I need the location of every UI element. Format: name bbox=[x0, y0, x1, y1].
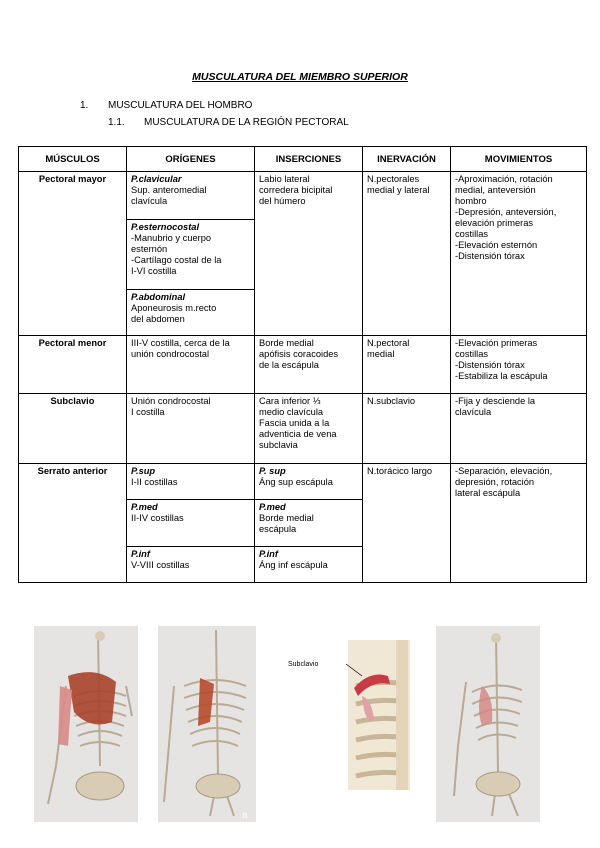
origin-line: V-VIII costillas bbox=[131, 560, 190, 570]
figure-pectoral-mayor bbox=[34, 626, 138, 822]
insertion-line: medio clavícula bbox=[259, 407, 324, 417]
innervation-line: N.subclavio bbox=[367, 396, 416, 406]
insertion-cell bbox=[255, 336, 363, 394]
muscle-name: Subclavio bbox=[19, 394, 127, 464]
insertion-line: Áng inf escápula bbox=[259, 560, 328, 570]
origin-cell bbox=[127, 290, 255, 336]
origin-cell bbox=[127, 394, 255, 464]
origin-head: P.abdominal bbox=[131, 292, 186, 302]
origin-line: unión condrocostal bbox=[131, 349, 210, 359]
origin-cell bbox=[127, 172, 255, 220]
movement-line: costillas bbox=[455, 349, 489, 359]
origin-cell bbox=[127, 547, 255, 583]
origin-line: I costilla bbox=[131, 407, 165, 417]
movement-line: -Separación, elevación, bbox=[455, 466, 553, 476]
origin-line: esternón bbox=[131, 244, 168, 254]
innervation-cell bbox=[363, 394, 451, 464]
table-header-row bbox=[19, 147, 587, 172]
origin-line: I-VI costilla bbox=[131, 266, 177, 276]
table-row bbox=[19, 464, 587, 500]
insertion-cell bbox=[255, 500, 363, 547]
insertion-line: corredera bicipital bbox=[259, 185, 333, 195]
movement-line: -Distensión tórax bbox=[455, 251, 525, 261]
header-inserciones: INSERCIONES bbox=[255, 147, 363, 172]
origin-line: II-IV costillas bbox=[131, 513, 184, 523]
insertion-line: Borde medial bbox=[259, 513, 314, 523]
movement-line: lateral escápula bbox=[455, 488, 521, 498]
insertion-line: escápula bbox=[259, 524, 297, 534]
innervation-line: N.torácico largo bbox=[367, 466, 433, 476]
skeleton-illustration bbox=[34, 626, 138, 822]
origin-line: del abdomen bbox=[131, 314, 185, 324]
subsection-number: 1.1. bbox=[108, 117, 125, 128]
insertion-head: P.med bbox=[259, 502, 286, 512]
origin-line: Aponeurosis m.recto bbox=[131, 303, 217, 313]
innervation-line: N.pectorales bbox=[367, 174, 420, 184]
insertion-line: Fascia unida a la bbox=[259, 418, 330, 428]
innervation-cell bbox=[363, 464, 451, 583]
insertion-line: Labio lateral bbox=[259, 174, 310, 184]
header-musculos: MÚSCULOS bbox=[19, 147, 127, 172]
origin-cell bbox=[127, 500, 255, 547]
section-number: 1. bbox=[80, 100, 89, 111]
movement-line: hombro bbox=[455, 196, 487, 206]
movements-cell bbox=[451, 464, 587, 583]
insertion-line: apófisis coracoides bbox=[259, 349, 339, 359]
section-label: MUSCULATURA DEL HOMBRO bbox=[108, 100, 253, 111]
insertion-cell bbox=[255, 172, 363, 336]
header-inervacion: INERVACIÓN bbox=[363, 147, 451, 172]
origin-line: -Manubrio y cuerpo bbox=[131, 233, 212, 243]
movement-line: -Fija y desciende la bbox=[455, 396, 536, 406]
figure-subclavio bbox=[288, 640, 410, 790]
insertion-line: Cara inferior ⅓ bbox=[259, 396, 321, 406]
muscle-name: Pectoral mayor bbox=[19, 172, 127, 336]
skeleton-illustration bbox=[436, 626, 540, 822]
table-row bbox=[19, 336, 587, 394]
innervation-cell bbox=[363, 336, 451, 394]
movement-line: clavícula bbox=[455, 407, 492, 417]
origin-head: P.inf bbox=[131, 549, 150, 559]
subclavio-label: Subclavio bbox=[288, 661, 319, 668]
origin-cell bbox=[127, 464, 255, 500]
origin-line: I-II costillas bbox=[131, 477, 178, 487]
header-movimientos: MOVIMIENTOS bbox=[451, 147, 587, 172]
figure-row bbox=[0, 626, 600, 826]
insertion-line: Borde medial bbox=[259, 338, 314, 348]
movement-line: -Elevación esternón bbox=[455, 240, 538, 250]
insertion-line: adventicia de vena bbox=[259, 429, 337, 439]
movement-line: -Distensión tórax bbox=[455, 360, 525, 370]
movements-cell bbox=[451, 394, 587, 464]
insertion-line: de la escápula bbox=[259, 360, 319, 370]
header-origenes: ORÍGENES bbox=[127, 147, 255, 172]
subclavio-illustration bbox=[288, 640, 410, 790]
muscle-name: Pectoral menor bbox=[19, 336, 127, 394]
insertion-line: Áng sup escápula bbox=[259, 477, 333, 487]
innervation-cell bbox=[363, 172, 451, 336]
insertion-line: subclavia bbox=[259, 440, 298, 450]
subsection-heading bbox=[108, 117, 349, 128]
origin-line: Unión condrocostal bbox=[131, 396, 211, 406]
table-row bbox=[19, 172, 587, 220]
movement-line: costillas bbox=[455, 229, 489, 239]
subsection-label: MUSCULATURA DE LA REGIÓN PECTORAL bbox=[144, 117, 349, 128]
movements-cell bbox=[451, 172, 587, 336]
movement-line: elevación primeras bbox=[455, 218, 534, 228]
movement-line: -Estabiliza la escápula bbox=[455, 371, 548, 381]
insertion-head: P.inf bbox=[259, 549, 278, 559]
figure-mark: a bbox=[242, 810, 248, 821]
skeleton-illustration bbox=[158, 626, 256, 822]
insertion-line: del húmero bbox=[259, 196, 306, 206]
insertion-head: P. sup bbox=[259, 466, 286, 476]
movement-line: medial, anteversión bbox=[455, 185, 536, 195]
origin-line: Sup. anteromedial bbox=[131, 185, 207, 195]
origin-head: P.sup bbox=[131, 466, 156, 476]
origin-head: P.esternocostal bbox=[131, 222, 200, 232]
origin-cell bbox=[127, 220, 255, 290]
muscle-name: Serrato anterior bbox=[19, 464, 127, 583]
figure-serrato-anterior bbox=[436, 626, 540, 822]
section-heading bbox=[80, 100, 252, 111]
innervation-line: medial bbox=[367, 349, 395, 359]
movement-line: depresión, rotación bbox=[455, 477, 535, 487]
origin-head: P.med bbox=[131, 502, 158, 512]
insertion-cell bbox=[255, 394, 363, 464]
origin-line: -Cartílago costal de la bbox=[131, 255, 222, 265]
origin-line: clavícula bbox=[131, 196, 168, 206]
document-title: MUSCULATURA DEL MIEMBRO SUPERIOR bbox=[192, 71, 408, 83]
innervation-line: medial y lateral bbox=[367, 185, 430, 195]
movements-cell bbox=[451, 336, 587, 394]
table-row bbox=[19, 394, 587, 464]
movement-line: -Aproximación, rotación bbox=[455, 174, 553, 184]
innervation-line: N.pectoral bbox=[367, 338, 410, 348]
origin-line: III-V costilla, cerca de la bbox=[131, 338, 230, 348]
movement-line: -Elevación primeras bbox=[455, 338, 538, 348]
insertion-cell bbox=[255, 464, 363, 500]
movement-line: -Depresión, anteversión, bbox=[455, 207, 557, 217]
origin-cell bbox=[127, 336, 255, 394]
muscle-table bbox=[18, 146, 587, 583]
insertion-cell bbox=[255, 547, 363, 583]
origin-head: P.clavicular bbox=[131, 174, 182, 184]
figure-pectoral-menor bbox=[158, 626, 256, 822]
